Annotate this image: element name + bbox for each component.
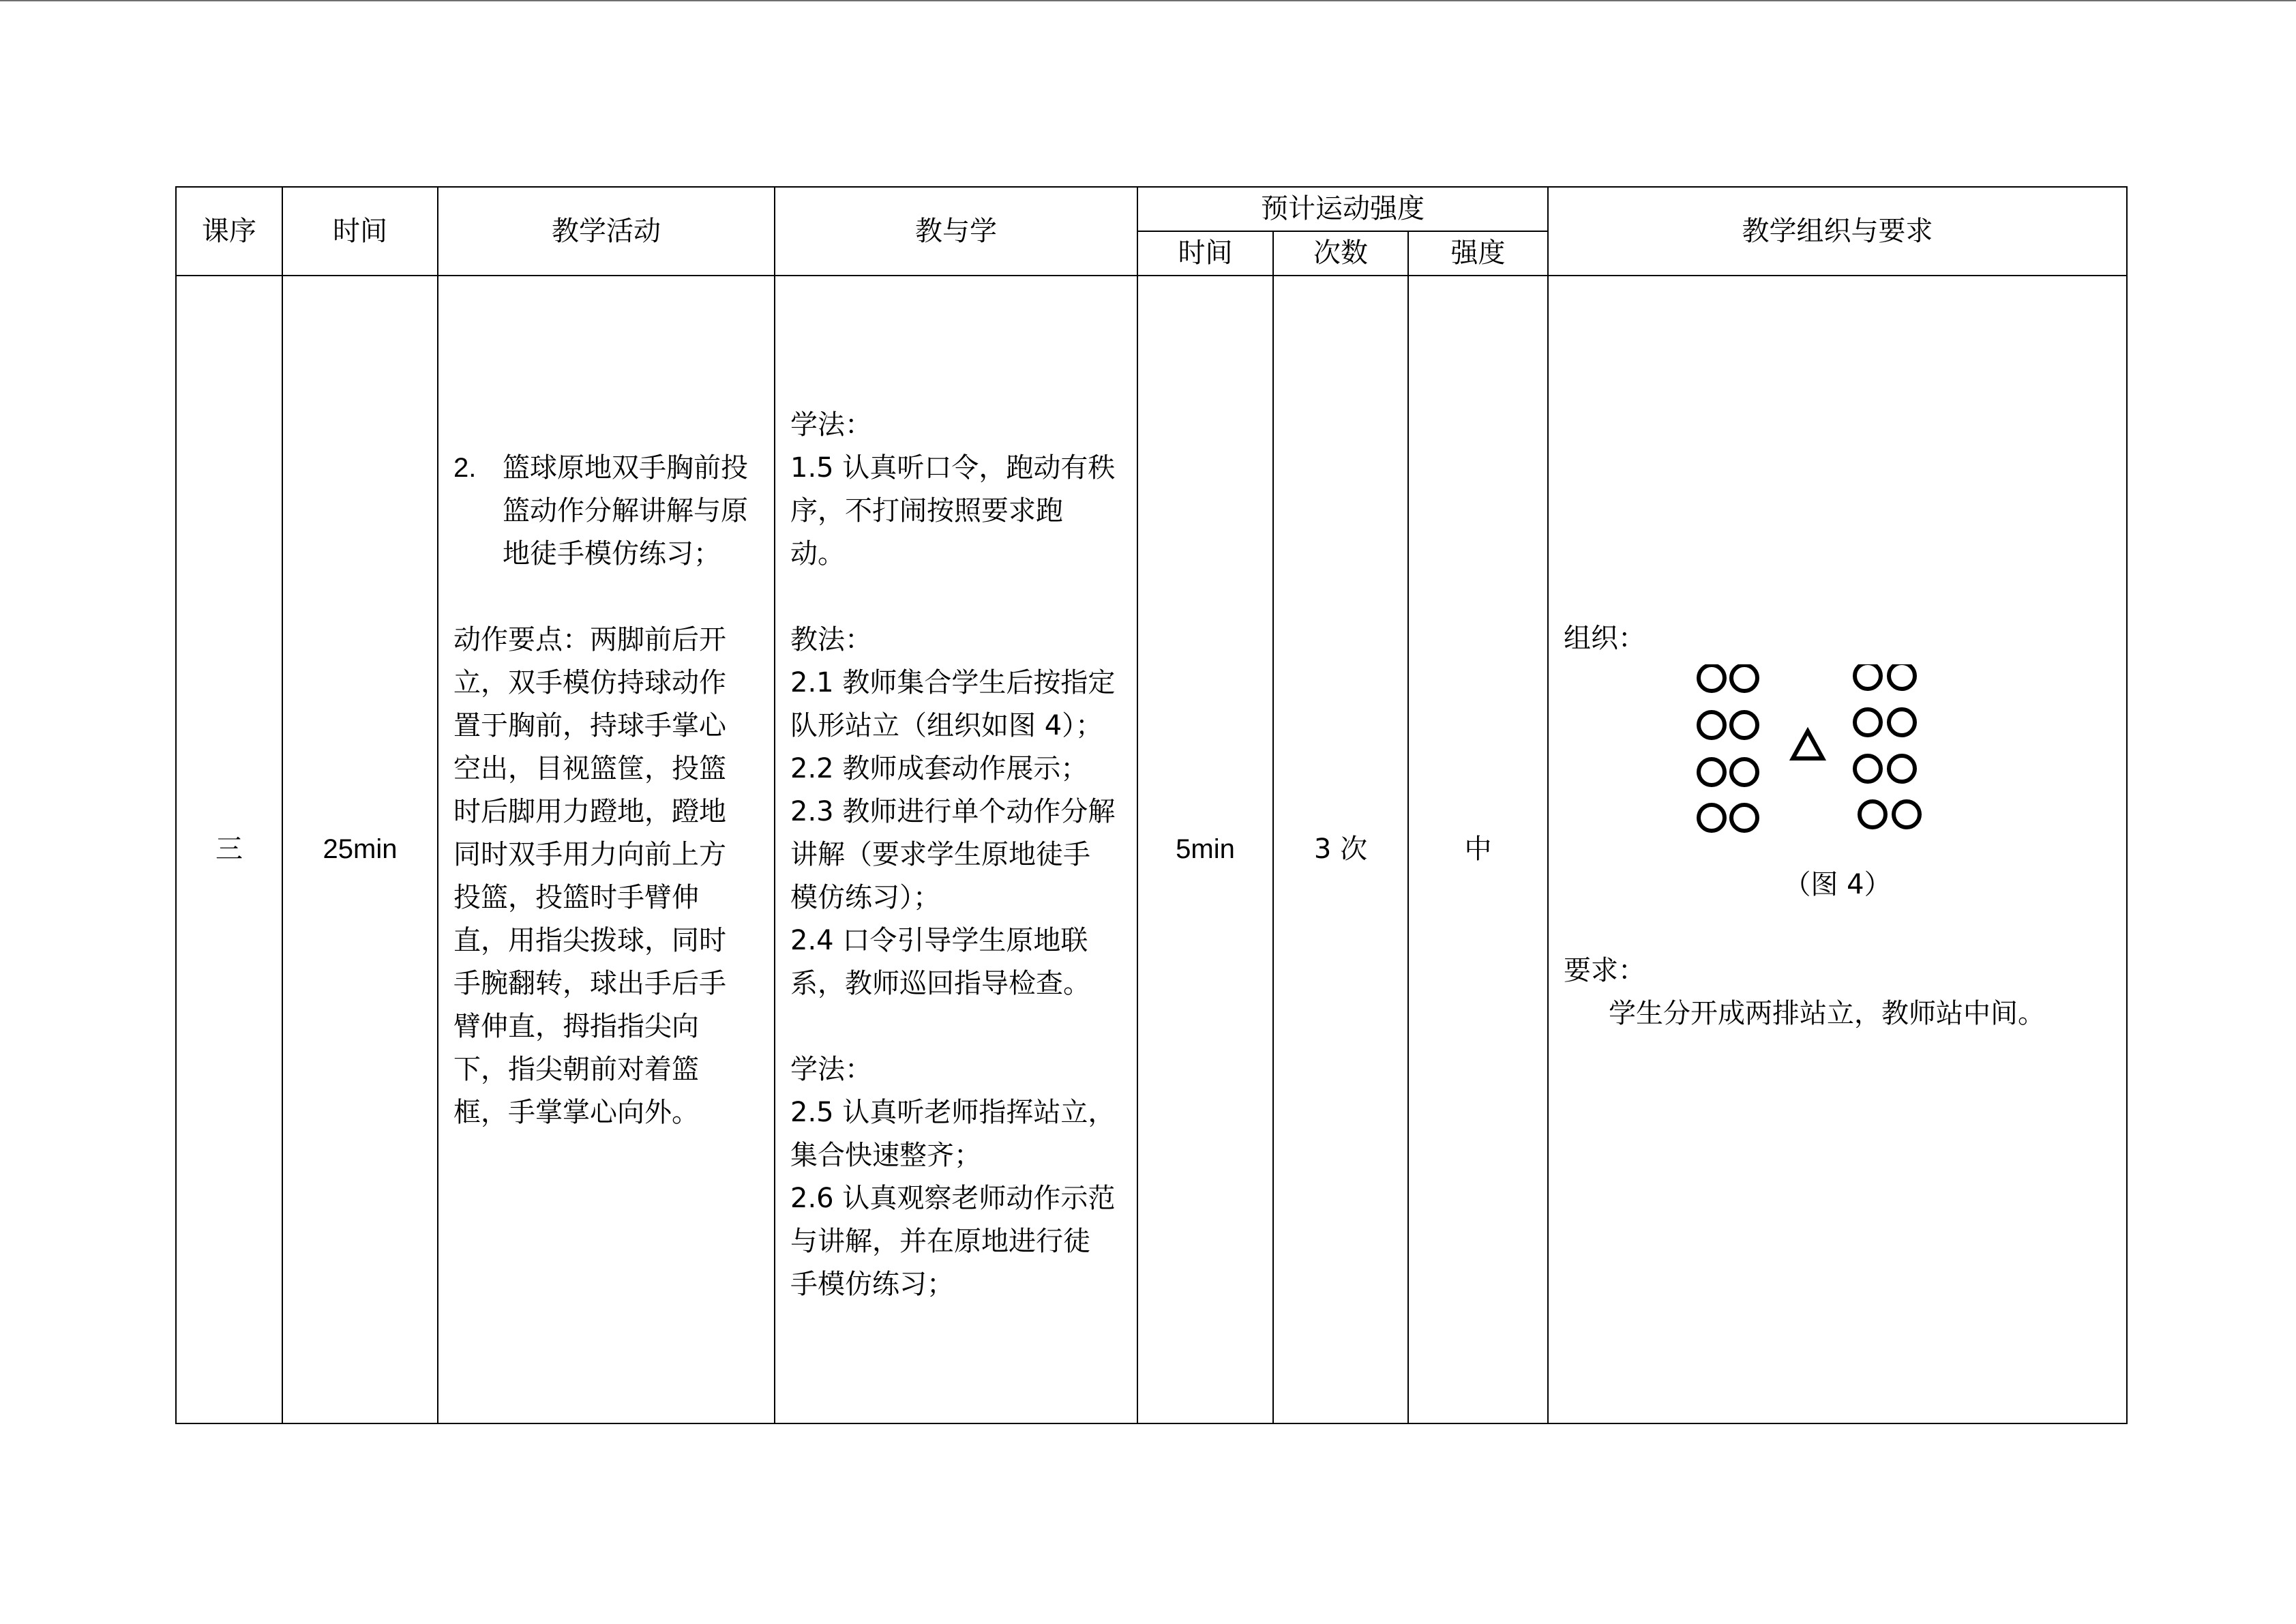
points-line: 手腕翻转，球出手后手 — [453, 968, 726, 999]
header-organization: 教学组织与要求 — [1548, 187, 2127, 276]
points-line: 立，双手模仿持球动作 — [453, 667, 726, 698]
page-top-border — [0, 0, 2296, 1]
student-circle — [1731, 665, 1757, 691]
student-circle — [1889, 756, 1915, 782]
learn-line: 2.5 认真听老师指挥站立， — [790, 1097, 1116, 1128]
learn-line: 动。 — [790, 538, 845, 570]
lesson-plan-table — [175, 186, 2128, 1424]
student-circle — [1699, 665, 1725, 691]
cell-intensity-time: 5min — [1137, 276, 1273, 1423]
header-sub-time: 时间 — [1137, 231, 1273, 276]
header-sub-count: 次数 — [1273, 231, 1408, 276]
teach-line: 队形站立（组织如图 4）； — [790, 710, 1103, 741]
student-circle — [1860, 801, 1885, 827]
points-line: 下，指尖朝前对着篮 — [453, 1054, 699, 1085]
student-circle — [1699, 805, 1725, 831]
student-circle — [1699, 712, 1725, 738]
points-line: 时后脚用力蹬地，蹬地 — [453, 796, 726, 827]
student-circle — [1855, 756, 1881, 782]
header-row-1 — [176, 187, 2127, 231]
learn-line: 2.6 认真观察老师动作示范 — [790, 1183, 1116, 1214]
student-circle — [1731, 759, 1757, 785]
cell-order: 三 — [176, 276, 282, 1423]
points-line: 动作要点：两脚前后开 — [453, 624, 726, 655]
student-circle — [1855, 664, 1881, 689]
cell-intensity-strength: 中 — [1408, 276, 1548, 1423]
cell-intensity-count: 3 次 — [1273, 276, 1408, 1423]
figure-caption: （图 4） — [1783, 869, 1892, 900]
learn-line: 手模仿练习； — [790, 1269, 954, 1300]
student-circle — [1731, 805, 1757, 831]
org-title: 组织： — [1564, 623, 1646, 654]
cell-teach-learn — [775, 276, 1137, 1423]
formation-diagram — [1697, 664, 1956, 842]
header-time: 时间 — [282, 187, 438, 276]
content-row — [176, 276, 2127, 1423]
points-line: 臂伸直，拇指指尖向 — [453, 1011, 699, 1042]
learn-title: 学法： — [790, 409, 872, 441]
points-line: 框，手掌掌心向外。 — [453, 1097, 699, 1128]
learn-line: 与讲解，并在原地进行徒 — [790, 1226, 1090, 1257]
teach-line: 模仿练习）； — [790, 882, 940, 913]
requirement-title: 要求： — [1564, 955, 1646, 986]
activity-item-number: 2. — [453, 453, 477, 483]
requirement-text: 学生分开成两排站立，教师站中间。 — [1609, 998, 2046, 1029]
teach-line: 2.1 教师集合学生后按指定 — [790, 667, 1116, 698]
teach-title: 教法： — [790, 624, 872, 655]
activity-item-line-3: 地徒手模仿练习； — [503, 538, 721, 570]
activity-item-line-1: 2. 篮球原地双手胸前投 — [453, 447, 759, 490]
learn-title: 学法： — [790, 1054, 872, 1085]
student-circle — [1894, 801, 1920, 827]
points-line: 置于胸前，持球手掌心 — [453, 710, 726, 741]
learn-line: 序，不打闹按照要求跑 — [790, 495, 1063, 527]
student-circle — [1855, 709, 1881, 735]
activity-item-line-2: 篮动作分解讲解与原 — [503, 495, 748, 527]
teach-line: 系，教师巡回指导检查。 — [790, 968, 1090, 999]
student-circle — [1889, 664, 1915, 689]
learn-line: 1.5 认真听口令，跑动有秩 — [790, 452, 1116, 484]
cell-time: 25min — [282, 276, 438, 1423]
teach-line: 2.4 口令引导学生原地联 — [790, 925, 1088, 956]
cell-organization — [1548, 276, 2127, 1423]
teach-line: 2.3 教师进行单个动作分解 — [790, 796, 1116, 827]
header-course-order: 课序 — [176, 187, 282, 276]
header-activity: 教学活动 — [438, 187, 775, 276]
teacher-triangle — [1793, 731, 1823, 758]
points-line: 直，用指尖拨球，同时 — [453, 925, 726, 956]
student-circle — [1889, 709, 1915, 735]
points-line: 同时双手用力向前上方 — [453, 839, 726, 870]
teach-line: 2.2 教师成套动作展示； — [790, 753, 1088, 784]
points-line: 投篮，投篮时手臂伸 — [453, 882, 699, 913]
header-intensity-group: 预计运动强度 — [1137, 187, 1548, 231]
header-teach-learn: 教与学 — [775, 187, 1137, 276]
learn-line: 集合快速整齐； — [790, 1140, 981, 1171]
student-circle — [1731, 712, 1757, 738]
header-sub-strength: 强度 — [1408, 231, 1548, 276]
teach-line: 讲解（要求学生原地徒手 — [790, 839, 1090, 870]
student-circle — [1699, 759, 1725, 785]
points-line: 空出，目视篮筐，投篮 — [453, 753, 726, 784]
cell-activity — [438, 276, 775, 1423]
